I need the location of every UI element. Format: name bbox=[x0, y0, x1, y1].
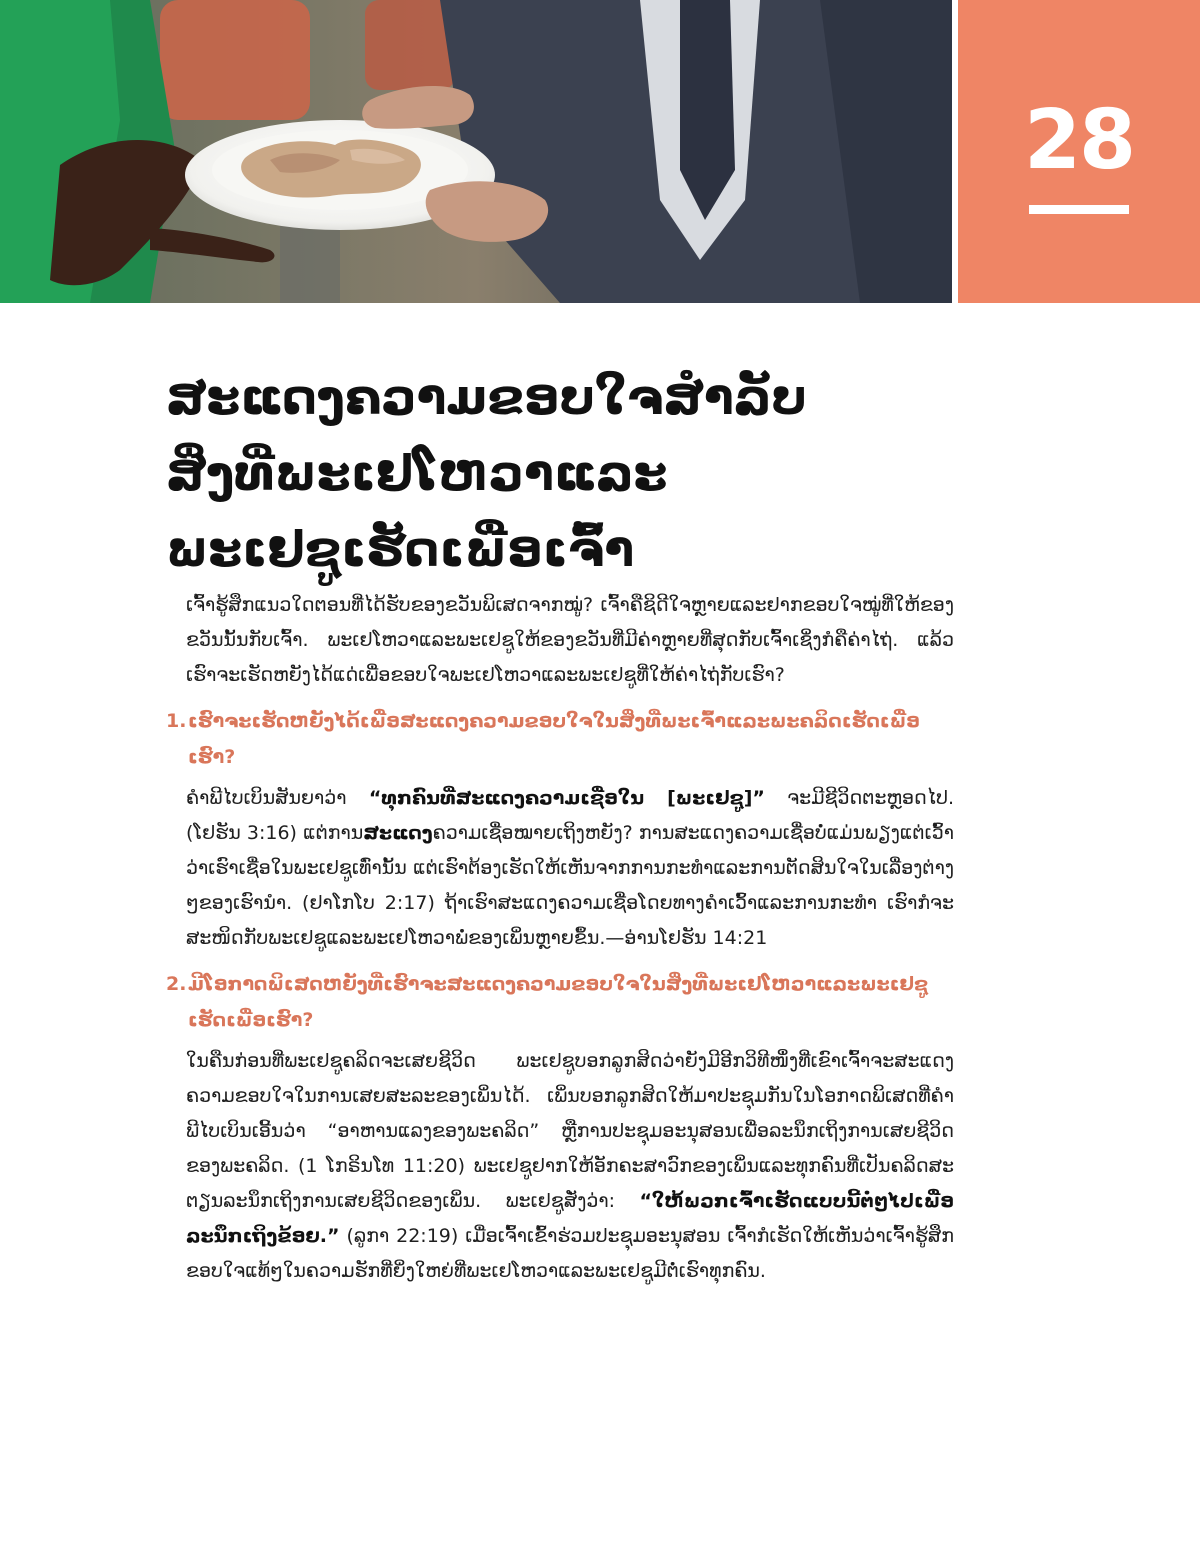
question-1-number: 1. bbox=[166, 710, 187, 732]
section-2-text-a: ໃນຄືນກ່ອນທີ່ພະເຢຊູຄລິດຈະເສຍຊີວິດ ພະເຢຊູບອກລູກສິດວ່າຍັງມີອີກວິທີໜຶ່ງທີ່ເຂົາເຈົ້າຈະສະແດງຄວາມຂອບໃຈໃນການເສຍສະລະຂອງເພິ່ນໄດ້. ເພິ່ນບອກລູກສິດໃຫ້ມາປະຊຸມກັນໃນໂອກາດພິເສດທີ່ຄຳພີໄບເບິນເອີ້ນວ່າ “ອາຫານແລງຂອງພະຄລິດ” ຫຼືການປະຊຸມອະນຸສອນເພື່ອລະນຶກເຖິງການເສຍຊີວິດຂອງພະຄລິດ. (1 ໂກຣິນໂທ 11:20) ພະເຢຊູຢາກໃຫ້ອັກຄະສາວົກຂອງເພິ່ນແລະທຸກຄົນທີ່ເປັນຄລິດສະຕຽນລະນຶກເຖິງການເສຍຊີວິດຂອງເພິ່ນ. ພະເຢຊູສັ່ງວ່າ: bbox=[186, 1050, 954, 1212]
section-1-bold-a: “ທຸກຄົນທີ່ສະແດງຄວາມເຊື່ອໃນ [ພະເຢຊູ]” bbox=[368, 787, 765, 809]
title-line-1: ສະແດງຄວາມຂອບໃຈສຳລັບ bbox=[166, 369, 808, 426]
intro-paragraph: ເຈົ້າຮູ້ສຶກແນວໃດຕອນທີ່ໄດ້ຮັບຂອງຂວັນພິເສດຈາກໝູ່? ເຈົ້າຄືຊິດີໃຈຫຼາຍແລະຢາກຂອບໃຈໝູ່ທີ່ໃຫ້ຂອງຂວັນນັ້ນກັບເຈົ້າ. ພະເຢໂຫວາແລະພະເຢຊູໃຫ້ຂອງຂວັນທີ່ມີຄ່າຫຼາຍທີ່ສຸດກັບເຈົ້າເຊິ່ງກໍຄືຄ່າໄຖ່. ແລ້ວເຮົາຈະເຮັດຫຍັງໄດ້ແດ່ເພື່ອຂອບໃຈພະເຢໂຫວາແລະພະເຢຊູທີ່ໃຫ້ຄ່າໄຖ່ກັບເຮົາ? bbox=[186, 594, 954, 686]
hero-photo bbox=[0, 0, 952, 303]
section-1-text-c: ຄວາມເຊື່ອໝາຍເຖິງຫຍັງ? ການສະແດງຄວາມເຊື່ອບໍ່ແມ່ນພຽງແຕ່ເວົ້າວ່າເຮົາເຊື່ອໃນພະເຢຊູເທົ່ານັ້ນ ແຕ່ເຮົາຕ້ອງເຮັດໃຫ້ເຫັນຈາກການກະທຳແລະການຕັດສິນໃຈໃນເລື່ອງຕ່າງໆຂອງເຮົານຳ. (ຢາໂກໂບ 2:17) ຖ້າເຮົາສະແດງຄວາມເຊື່ອໂດຍທາງຄຳເວົ້າແລະການກະທຳ ເຮົາກໍຈະສະໜິດກັບພະເຢຊູແລະພະເຢໂຫວາພໍ່ຂອງເພິ່ນຫຼາຍຂຶ້ນ.—ອ່ານໂຢຮັນ 14:21 bbox=[186, 822, 954, 949]
section-1-text-b: ຈະມີຊີວິດຕະຫຼອດໄປ. (ໂຢຮັນ 3:16) ແຕ່ການ bbox=[186, 787, 955, 844]
lesson-content bbox=[166, 588, 954, 1289]
title-line-2: ສິ່ງທີ່ພະເຢໂຫວາແລະ bbox=[166, 445, 668, 502]
section-1-bold-b: ສະແດງ bbox=[363, 822, 433, 844]
question-2 bbox=[166, 966, 954, 1038]
question-2-number: 2. bbox=[166, 973, 187, 995]
question-2-text: ມີໂອກາດພິເສດຫຍັງທີ່ເຮົາຈະສະແດງຄວາມຂອບໃຈໃນສິ່ງທີ່ພະເຢໂຫວາແລະພະເຢຊູເຮັດເພື່ອເຮົາ? bbox=[188, 973, 929, 1031]
section-1-paragraph bbox=[166, 781, 954, 956]
question-1-text: ເຮົາຈະເຮັດຫຍັງໄດ້ເພື່ອສະແດງຄວາມຂອບໃຈໃນສິ່ງທີ່ພະເຈົ້າແລະພະຄລິດເຮັດເພື່ອເຮົາ? bbox=[188, 710, 920, 768]
section-2-paragraph bbox=[166, 1044, 954, 1289]
section-2-bold-a: “ໃຫ້ພວກເຈົ້າເຮັດແບບນີ້ຕໍ່ໆໄປເພື່ອລະນຶກເຖິງຂ້ອຍ.” bbox=[186, 1190, 954, 1247]
communion-bread-illustration bbox=[0, 0, 952, 303]
lesson-number: 28 bbox=[1023, 93, 1135, 188]
lesson-title bbox=[166, 360, 1066, 588]
section-1-text-a: ຄຳພີໄບເບິນສັນຍາວ່າ bbox=[186, 787, 369, 809]
question-1 bbox=[166, 703, 954, 775]
section-2-text-b: (ລູກາ 22:19) ເມື່ອເຈົ້າເຂົ້າຮ່ວມປະຊຸມອະນຸສອນ ເຈົ້າກໍເຮັດໃຫ້ເຫັນວ່າເຈົ້າຮູ້ສຶກຂອບໃຈແທ້ໆໃນຄວາມຮັກທີ່ຍິ່ງໃຫຍ່ທີ່ພະເຢໂຫວາແລະພະເຢຊູມີຕໍ່ເຮົາທຸກຄົນ. bbox=[186, 1225, 954, 1282]
lesson-number-underline bbox=[1029, 205, 1129, 214]
title-line-3: ພະເຢຊູເຮັດເພື່ອເຈົ້າ bbox=[166, 521, 635, 578]
lesson-number-box bbox=[958, 0, 1200, 303]
